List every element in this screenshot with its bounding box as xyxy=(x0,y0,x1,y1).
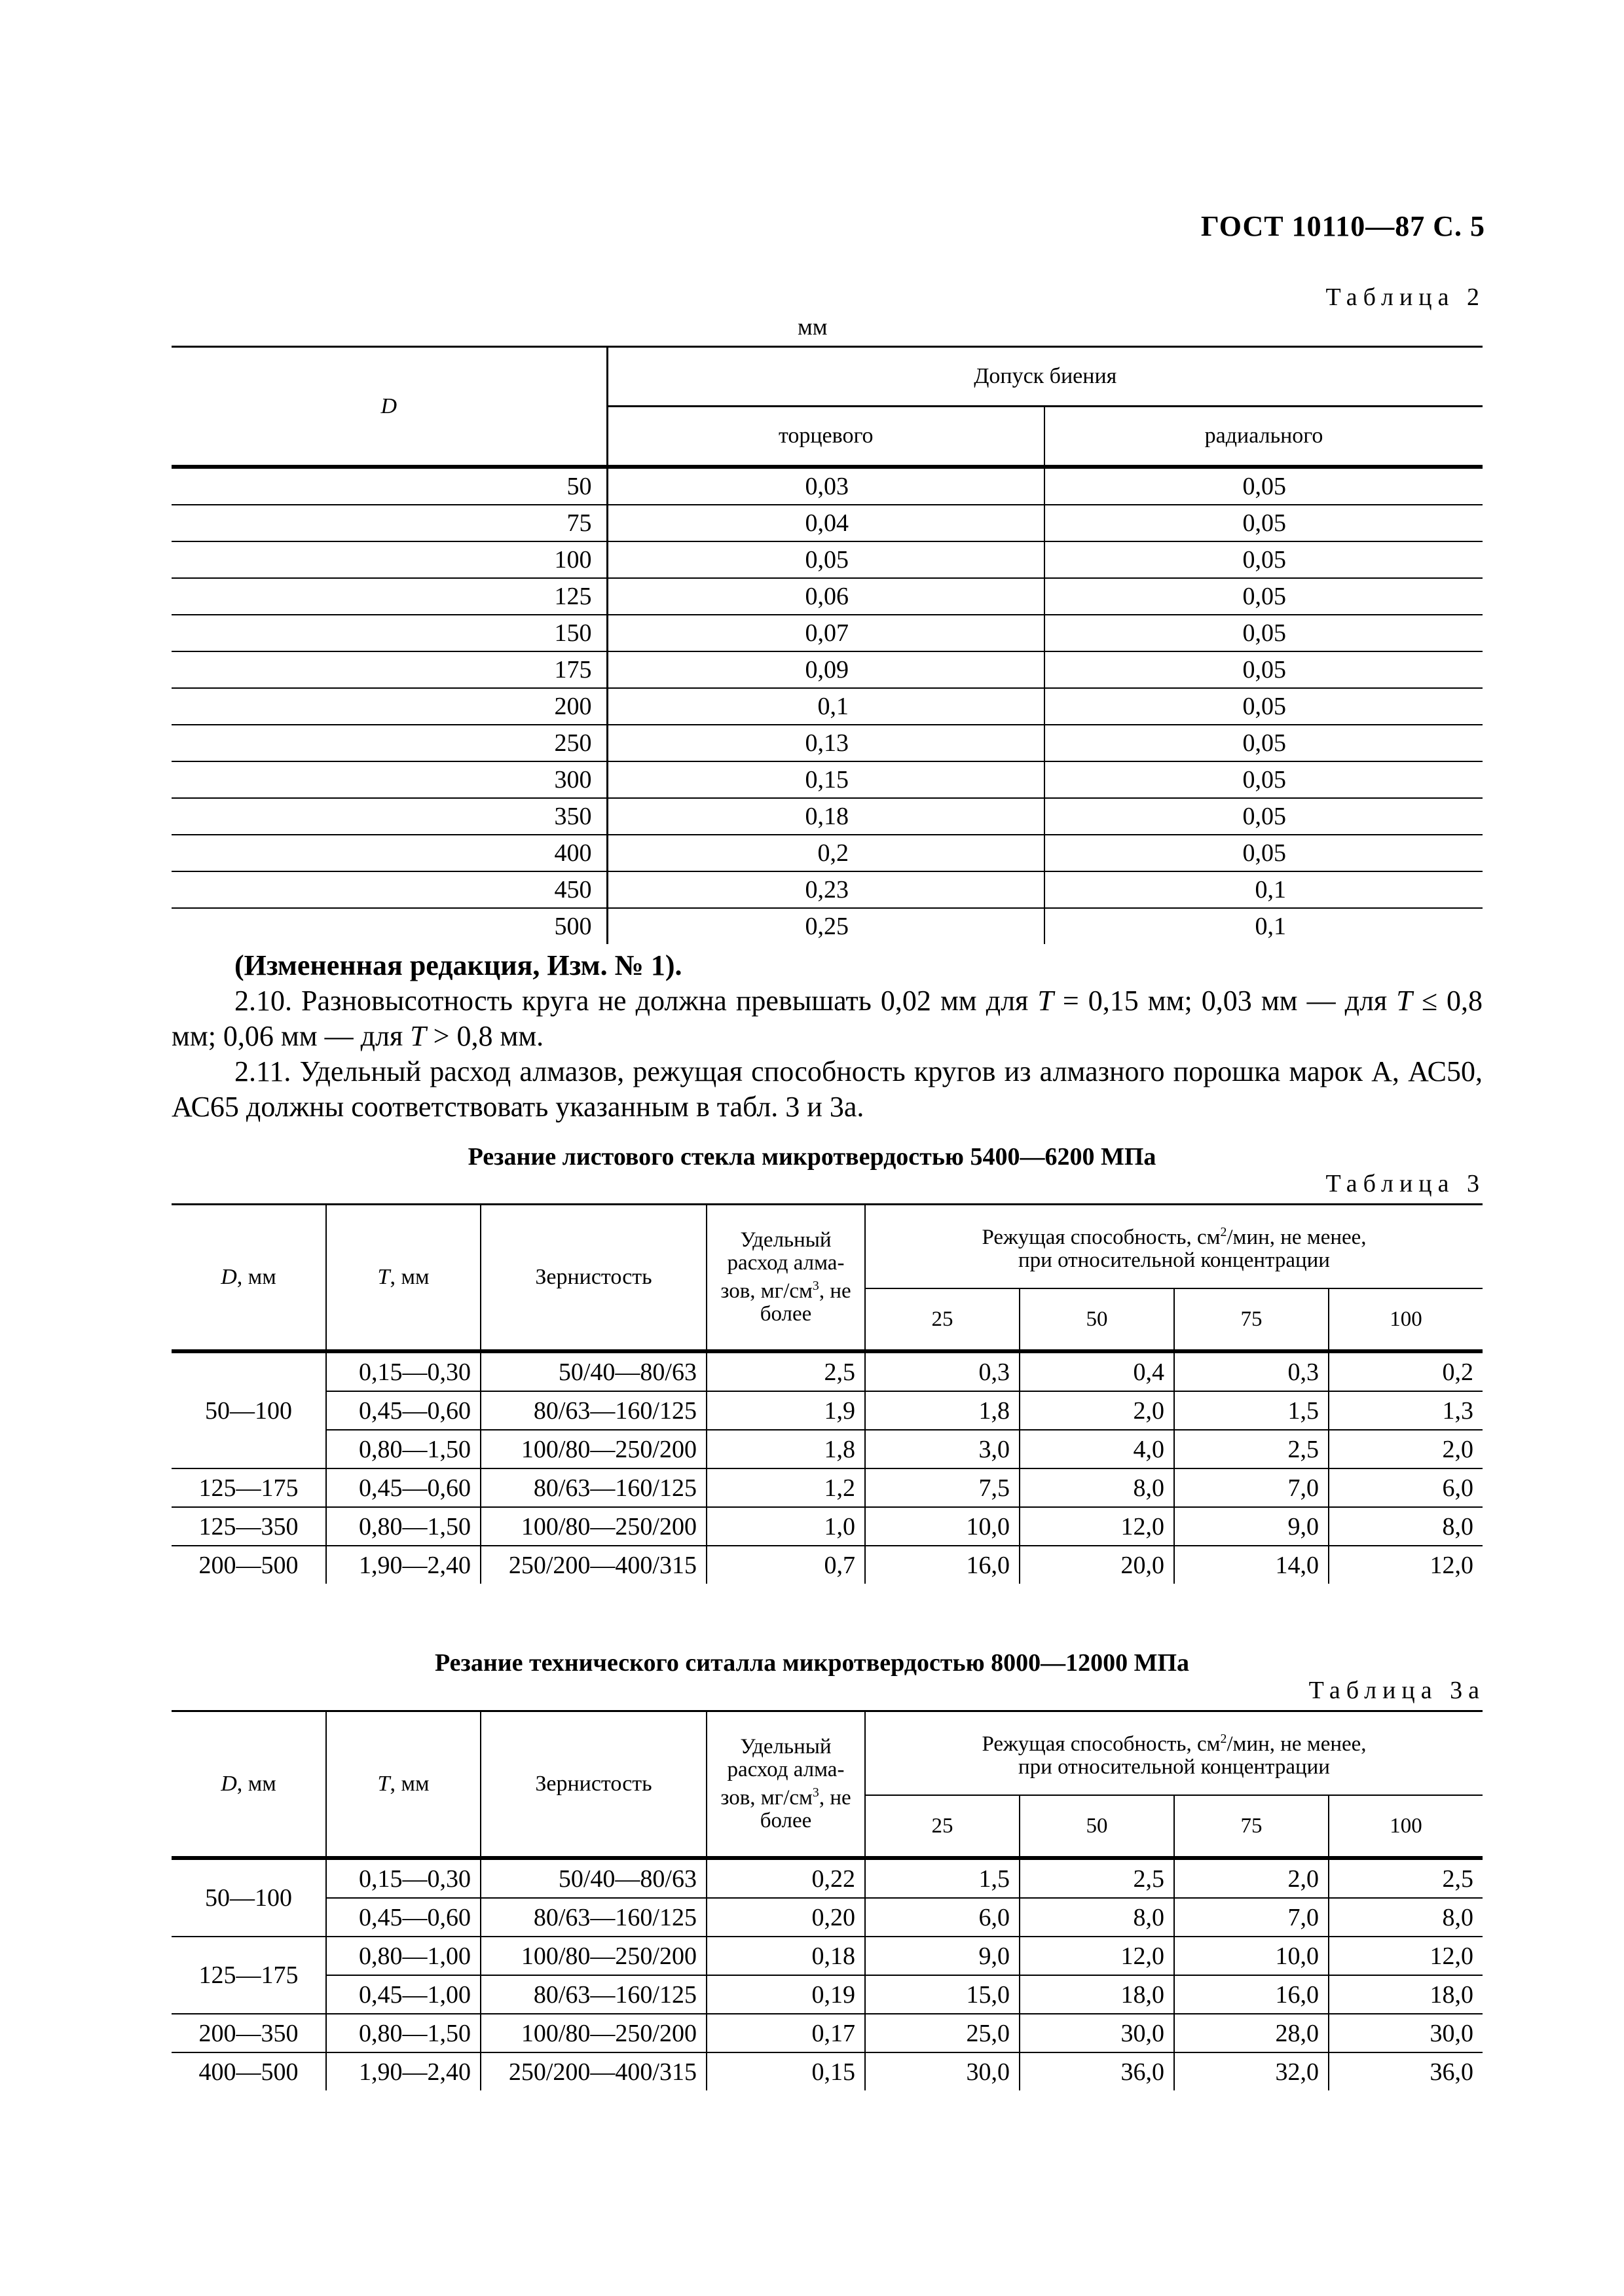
table3a-cell-c75: 28,0 xyxy=(1174,2014,1329,2052)
table3-cell-c75: 14,0 xyxy=(1174,1546,1329,1584)
table3a-cell-t: 0,80—1,00 xyxy=(326,1937,481,1975)
table3-header-c100: 100 xyxy=(1329,1288,1483,1351)
table3a-cell-grain: 100/80—250/200 xyxy=(481,2014,707,2052)
table-3 xyxy=(172,1203,1483,1584)
table3a-cell-c75: 7,0 xyxy=(1174,1898,1329,1937)
table-row xyxy=(172,2014,1483,2052)
table2-cell-d: 125 xyxy=(172,578,607,615)
table-3a xyxy=(172,1710,1483,2090)
table2-cell-radial: 0,05 xyxy=(1044,835,1483,871)
table3-cell-c25: 1,8 xyxy=(865,1391,1020,1430)
table3a-cell-consumption: 0,19 xyxy=(707,1975,865,2014)
table3-header-grain: Зернистость xyxy=(481,1205,707,1352)
table3a-cell-grain: 80/63—160/125 xyxy=(481,1898,707,1937)
table3a-cell-grain: 100/80—250/200 xyxy=(481,1937,707,1975)
table2-header-d: D xyxy=(172,347,607,467)
table-row xyxy=(172,835,1483,871)
table3-caption: Таблица 3 xyxy=(1325,1170,1485,1197)
table3-cell-c75: 9,0 xyxy=(1174,1507,1329,1546)
table2-cell-d: 50 xyxy=(172,467,607,505)
table3-cell-c25: 0,3 xyxy=(865,1351,1020,1391)
table2-cell-d: 175 xyxy=(172,651,607,688)
table2-header-group: Допуск биения xyxy=(607,347,1483,407)
table3-cell-c100: 2,0 xyxy=(1329,1430,1483,1468)
table3a-cell-d: 200—350 xyxy=(172,2014,326,2052)
table3-cell-c50: 4,0 xyxy=(1020,1430,1174,1468)
table3a-cell-grain: 250/200—400/315 xyxy=(481,2052,707,2090)
table-2 xyxy=(172,346,1483,944)
table-row xyxy=(172,725,1483,761)
table2-cell-radial: 0,05 xyxy=(1044,541,1483,578)
table3a-cell-consumption: 0,17 xyxy=(707,2014,865,2052)
table3a-cell-grain: 80/63—160/125 xyxy=(481,1975,707,2014)
table3a-cell-t: 0,45—1,00 xyxy=(326,1975,481,2014)
table2-cell-radial: 0,05 xyxy=(1044,505,1483,541)
table3-cell-c50: 20,0 xyxy=(1020,1546,1174,1584)
table2-cell-face: 0,23 xyxy=(607,871,1044,908)
table3a-cell-c25: 25,0 xyxy=(865,2014,1020,2052)
table-row xyxy=(172,541,1483,578)
table2-cell-radial: 0,05 xyxy=(1044,467,1483,505)
table-row xyxy=(172,871,1483,908)
table2-units: мм xyxy=(798,314,828,340)
table2-cell-d: 350 xyxy=(172,798,607,835)
table3-header-c50: 50 xyxy=(1020,1288,1174,1351)
table3a-cell-consumption: 0,20 xyxy=(707,1898,865,1937)
table3-cell-consumption: 1,8 xyxy=(707,1430,865,1468)
table2-cell-d: 100 xyxy=(172,541,607,578)
table2-cell-d: 300 xyxy=(172,761,607,798)
table3a-cell-c25: 9,0 xyxy=(865,1937,1020,1975)
revision-note: (Измененная редакция, Изм. № 1). xyxy=(234,949,682,981)
table3-cell-c50: 8,0 xyxy=(1020,1468,1174,1507)
table3-cell-c50: 0,4 xyxy=(1020,1351,1174,1391)
table3a-cell-t: 0,80—1,50 xyxy=(326,2014,481,2052)
table3-cell-c50: 12,0 xyxy=(1020,1507,1174,1546)
table3-header-c25: 25 xyxy=(865,1288,1020,1351)
table2-cell-radial: 0,05 xyxy=(1044,725,1483,761)
table3a-cell-t: 1,90—2,40 xyxy=(326,2052,481,2090)
table3-header-d: D, мм xyxy=(172,1205,326,1352)
table3-cell-grain: 50/40—80/63 xyxy=(481,1351,707,1391)
table2-cell-d: 250 xyxy=(172,725,607,761)
table3-cell-c50: 2,0 xyxy=(1020,1391,1174,1430)
table2-cell-face: 0,25 xyxy=(607,908,1044,944)
table3a-cell-c100: 8,0 xyxy=(1329,1898,1483,1937)
table3a-cell-c100: 12,0 xyxy=(1329,1937,1483,1975)
table3-cell-c75: 1,5 xyxy=(1174,1391,1329,1430)
table-row xyxy=(172,2052,1483,2090)
table2-cell-d: 400 xyxy=(172,835,607,871)
table3a-cell-c25: 30,0 xyxy=(865,2052,1020,2090)
table3-cell-grain: 100/80—250/200 xyxy=(481,1507,707,1546)
table3a-cell-c25: 6,0 xyxy=(865,1898,1020,1937)
table3-header-t: Т, мм xyxy=(326,1205,481,1352)
table2-cell-d: 150 xyxy=(172,615,607,651)
table3-cell-c25: 16,0 xyxy=(865,1546,1020,1584)
table3-cell-t: 1,90—2,40 xyxy=(326,1546,481,1584)
table-row xyxy=(172,1546,1483,1584)
table3a-cell-d: 50—100 xyxy=(172,1858,326,1937)
table3a-cell-c50: 36,0 xyxy=(1020,2052,1174,2090)
table3a-caption: Таблица 3а xyxy=(1308,1677,1485,1704)
table2-cell-face: 0,05 xyxy=(607,541,1044,578)
table3-cell-c100: 1,3 xyxy=(1329,1391,1483,1430)
table3-cell-c75: 7,0 xyxy=(1174,1468,1329,1507)
table2-cell-radial: 0,05 xyxy=(1044,651,1483,688)
table3a-cell-c75: 2,0 xyxy=(1174,1858,1329,1898)
table3-cell-d: 50—100 xyxy=(172,1351,326,1468)
table2-cell-d: 200 xyxy=(172,688,607,725)
table3-cell-c100: 6,0 xyxy=(1329,1468,1483,1507)
table2-cell-radial: 0,05 xyxy=(1044,761,1483,798)
table3-cell-consumption: 0,7 xyxy=(707,1546,865,1584)
table3a-header-c50: 50 xyxy=(1020,1795,1174,1858)
table3a-cell-t: 0,45—0,60 xyxy=(326,1898,481,1937)
table-row xyxy=(172,651,1483,688)
table3-cell-d: 125—350 xyxy=(172,1507,326,1546)
table2-cell-face: 0,1 xyxy=(607,688,1044,725)
table2-cell-d: 75 xyxy=(172,505,607,541)
table3-cell-c25: 7,5 xyxy=(865,1468,1020,1507)
table3-cell-consumption: 1,0 xyxy=(707,1507,865,1546)
table-row xyxy=(172,578,1483,615)
table3-cell-c25: 10,0 xyxy=(865,1507,1020,1546)
table3a-header-t: Т, мм xyxy=(326,1711,481,1859)
table3a-header-consumption: Удельный расход алма- зов, $мг/см^3$, не более xyxy=(707,1711,865,1859)
table2-cell-radial: 0,05 xyxy=(1044,688,1483,725)
table3-cell-grain: 80/63—160/125 xyxy=(481,1468,707,1507)
table3-header-cutting: Режущая способность, $см^2$/мин, не менее, при относительной концентрации xyxy=(865,1205,1483,1289)
table2-cell-d: 500 xyxy=(172,908,607,944)
table3a-header-cutting: Режущая способность, $см^2$/мин, не менее, при относительной концентрации xyxy=(865,1711,1483,1796)
table3-cell-d: 125—175 xyxy=(172,1468,326,1507)
table3-cell-c75: 0,3 xyxy=(1174,1351,1329,1391)
table3-cell-c100: 0,2 xyxy=(1329,1351,1483,1391)
table2-cell-face: 0,03 xyxy=(607,467,1044,505)
table2-caption: Таблица 2 xyxy=(1325,283,1485,311)
table3-cell-c25: 3,0 xyxy=(865,1430,1020,1468)
table3-cell-t: 0,15—0,30 xyxy=(326,1351,481,1391)
table3-header-c75: 75 xyxy=(1174,1288,1329,1351)
table3a-cell-c100: 30,0 xyxy=(1329,2014,1483,2052)
table-row xyxy=(172,798,1483,835)
table3a-title: Резание технического ситалла микротвердостью 8000—12000 МПа xyxy=(434,1649,1190,1677)
table2-cell-radial: 0,05 xyxy=(1044,578,1483,615)
table-row xyxy=(172,908,1483,944)
table3a-cell-c50: 2,5 xyxy=(1020,1858,1174,1898)
table-row xyxy=(172,1937,1483,1975)
table2-cell-face: 0,15 xyxy=(607,761,1044,798)
table3-cell-c75: 2,5 xyxy=(1174,1430,1329,1468)
table2-header-radial: радиального xyxy=(1044,407,1483,467)
table3-title: Резание листового стекла микротвердостью 5400—6200 МПа xyxy=(468,1143,1156,1171)
table3a-cell-c100: 36,0 xyxy=(1329,2052,1483,2090)
table2-cell-face: 0,06 xyxy=(607,578,1044,615)
table3-cell-consumption: 1,9 xyxy=(707,1391,865,1430)
table3-cell-consumption: 1,2 xyxy=(707,1468,865,1507)
table2-cell-radial: 0,05 xyxy=(1044,798,1483,835)
table3a-header-c75: 75 xyxy=(1174,1795,1329,1858)
table3a-cell-grain: 50/40—80/63 xyxy=(481,1858,707,1898)
table3a-header-c25: 25 xyxy=(865,1795,1020,1858)
table3a-cell-consumption: 0,22 xyxy=(707,1858,865,1898)
table3-cell-t: 0,80—1,50 xyxy=(326,1507,481,1546)
table2-header-face: торцевого xyxy=(607,407,1044,467)
table3a-cell-c75: 32,0 xyxy=(1174,2052,1329,2090)
table3a-cell-c50: 30,0 xyxy=(1020,2014,1174,2052)
table3a-cell-c25: 1,5 xyxy=(865,1858,1020,1898)
table3a-cell-d: 400—500 xyxy=(172,2052,326,2090)
table3-cell-t: 0,80—1,50 xyxy=(326,1430,481,1468)
table3a-header-d: D, мм xyxy=(172,1711,326,1859)
table3a-cell-c50: 8,0 xyxy=(1020,1898,1174,1937)
table3a-cell-t: 0,15—0,30 xyxy=(326,1858,481,1898)
table3a-cell-consumption: 0,15 xyxy=(707,2052,865,2090)
table3a-cell-d: 125—175 xyxy=(172,1937,326,2014)
table3-cell-c100: 8,0 xyxy=(1329,1507,1483,1546)
table3-cell-grain: 100/80—250/200 xyxy=(481,1430,707,1468)
table-row xyxy=(172,1975,1483,2014)
table-row xyxy=(172,1898,1483,1937)
table3a-cell-c75: 16,0 xyxy=(1174,1975,1329,2014)
table-row xyxy=(172,761,1483,798)
table3-cell-d: 200—500 xyxy=(172,1546,326,1584)
table3a-cell-c100: 2,5 xyxy=(1329,1858,1483,1898)
table-row xyxy=(172,1430,1483,1468)
table3a-cell-c50: 18,0 xyxy=(1020,1975,1174,2014)
table-row xyxy=(172,1351,1483,1391)
table2-cell-face: 0,07 xyxy=(607,615,1044,651)
table3a-header-c100: 100 xyxy=(1329,1795,1483,1858)
table3-cell-c100: 12,0 xyxy=(1329,1546,1483,1584)
table3a-header-grain: Зернистость xyxy=(481,1711,707,1859)
table3a-cell-c100: 18,0 xyxy=(1329,1975,1483,2014)
table2-cell-face: 0,18 xyxy=(607,798,1044,835)
table-row xyxy=(172,1391,1483,1430)
table3a-cell-c50: 12,0 xyxy=(1020,1937,1174,1975)
table-row xyxy=(172,688,1483,725)
table3a-cell-c25: 15,0 xyxy=(865,1975,1020,2014)
table3a-cell-c75: 10,0 xyxy=(1174,1937,1329,1975)
table2-cell-face: 0,09 xyxy=(607,651,1044,688)
table3-header-consumption: Удельный расход алма- зов, $мг/см^3$, не более xyxy=(707,1205,865,1352)
table-row xyxy=(172,1507,1483,1546)
table2-cell-radial: 0,05 xyxy=(1044,615,1483,651)
table-row xyxy=(172,467,1483,505)
table2-cell-d: 450 xyxy=(172,871,607,908)
table2-cell-face: 0,13 xyxy=(607,725,1044,761)
table-row xyxy=(172,505,1483,541)
table3a-cell-consumption: 0,18 xyxy=(707,1937,865,1975)
paragraph-2-11: 2.11. Удельный расход алмазов, режущая способность кругов из алмазного порошка марок А, АС50, АС65 должны соответствовать указанным в табл. 3 и 3а. xyxy=(172,1055,1483,1123)
table3-cell-t: 0,45—0,60 xyxy=(326,1468,481,1507)
table3-cell-consumption: 2,5 xyxy=(707,1351,865,1391)
table2-cell-face: 0,2 xyxy=(607,835,1044,871)
table3-cell-grain: 250/200—400/315 xyxy=(481,1546,707,1584)
table2-cell-face: 0,04 xyxy=(607,505,1044,541)
table-row xyxy=(172,1858,1483,1898)
page-header: ГОСТ 10110—87 С. 5 xyxy=(1200,210,1485,242)
table2-cell-radial: 0,1 xyxy=(1044,871,1483,908)
table3-cell-grain: 80/63—160/125 xyxy=(481,1391,707,1430)
table-row xyxy=(172,615,1483,651)
table2-cell-radial: 0,1 xyxy=(1255,913,1286,940)
table-row xyxy=(172,1468,1483,1507)
table3-cell-t: 0,45—0,60 xyxy=(326,1391,481,1430)
paragraph-2-10: 2.10. Разновысотность круга не должна превышать 0,02 мм для T = 0,15 мм; 0,03 мм — для T ≤ 0,8 мм; 0,06 мм — для T > 0,8 мм. xyxy=(172,985,1483,1052)
